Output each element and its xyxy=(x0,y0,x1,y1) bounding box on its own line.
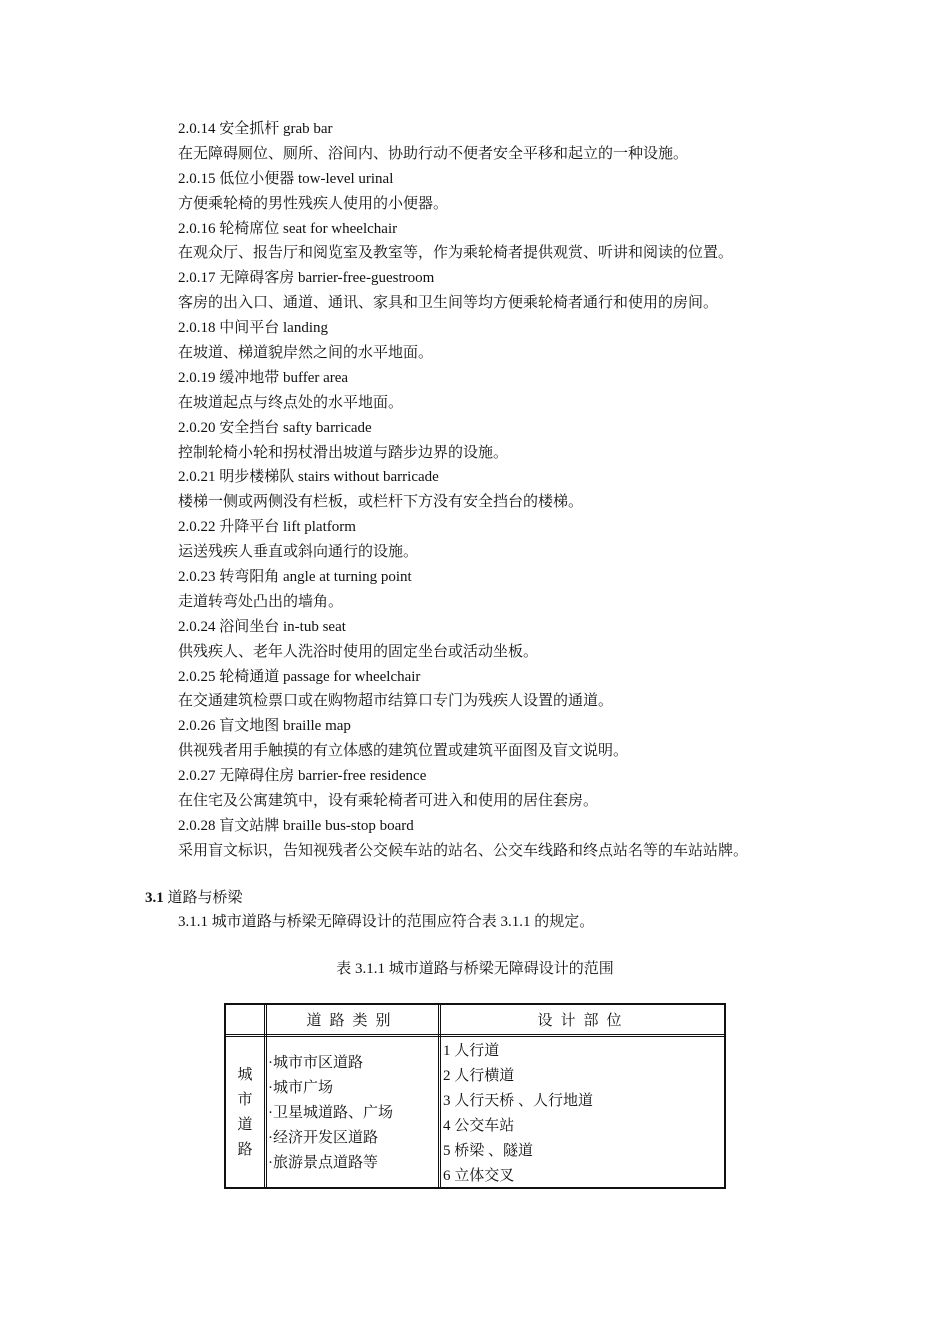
term-line: 2.0.22 升降平台 lift platform xyxy=(178,519,356,536)
term-line: 控制轮椅小轮和拐杖滑出坡道与踏步边界的设施。 xyxy=(178,444,509,461)
design-part-item: 5 桥梁 、隧道 xyxy=(443,1143,534,1159)
row-label-char: 道 xyxy=(237,1117,253,1133)
term-line: 供视残者用手触摸的有立体感的建筑位置或建筑平面图及盲文说明。 xyxy=(178,743,629,760)
term-line: 2.0.24 浴间坐台 in-tub seat xyxy=(178,618,346,635)
term-line: 在坡道起点与终点处的水平地面。 xyxy=(178,394,404,411)
term-line: 客房的出入口、通道、通讯、家具和卫生间等均方便乘轮椅者通行和使用的房间。 xyxy=(178,295,719,312)
term-line: 在坡道、梯道貌岸然之间的水平地面。 xyxy=(178,345,434,362)
term-line: 2.0.20 安全挡台 safty barricade xyxy=(178,419,372,436)
road-type-item: ·城市市区道路 xyxy=(268,1055,363,1071)
term-line: 在无障碍厕位、厕所、浴间内、协助行动不便者安全平移和起立的一种设施。 xyxy=(178,145,689,162)
road-type-item: ·旅游景点道路等 xyxy=(268,1155,378,1171)
term-line: 楼梯一侧或两侧没有栏板，或栏杆下方没有安全挡台的楼梯。 xyxy=(178,494,584,511)
design-part-item: 2 人行横道 xyxy=(443,1068,515,1084)
road-type-item: ·城市广场 xyxy=(268,1080,333,1096)
design-part-item: 6 立体交叉 xyxy=(443,1168,515,1184)
scope-table xyxy=(224,1003,726,1189)
row-label xyxy=(226,1063,264,1163)
term-line: 2.0.15 低位小便器 tow-level urinal xyxy=(178,170,394,187)
term-line: 2.0.23 转弯阳角 angle at turning point xyxy=(178,569,412,586)
term-line: 2.0.18 中间平台 landing xyxy=(178,320,328,337)
row-label-char: 路 xyxy=(237,1142,253,1158)
term-line: 2.0.17 无障碍客房 barrier-free-guestroom xyxy=(178,270,435,287)
design-part-item: 4 公交车站 xyxy=(443,1118,515,1134)
section-title: 道路与桥梁 xyxy=(167,890,243,906)
term-line: 2.0.25 轮椅通道 passage for wheelchair xyxy=(178,668,421,685)
clause-text: 3.1.1 城市道路与桥梁无障碍设计的范围应符合表 3.1.1 的规定。 xyxy=(178,914,595,930)
term-line: 2.0.27 无障碍住房 barrier-free residence xyxy=(178,768,427,785)
header-design-parts: 设计部位 xyxy=(537,1013,630,1029)
table-caption: 表 3.1.1 城市道路与桥梁无障碍设计的范围 xyxy=(336,961,614,977)
road-type-item: ·经济开发区道路 xyxy=(268,1130,378,1146)
term-line: 2.0.16 轮椅席位 seat for wheelchair xyxy=(178,220,398,237)
header-road-type: 道路类别 xyxy=(306,1013,399,1029)
term-line: 2.0.28 盲文站牌 braille bus-stop board xyxy=(178,817,414,834)
term-line: 在观众厅、报告厅和阅览室及教室等，作为乘轮椅者提供观赏、听讲和阅读的位置。 xyxy=(178,245,734,262)
design-parts-list xyxy=(443,1039,593,1189)
road-type-list xyxy=(268,1051,393,1176)
term-line: 运送残疾人垂直或斜向通行的设施。 xyxy=(178,544,419,561)
row-label-char: 市 xyxy=(237,1092,253,1108)
header-divider xyxy=(226,1034,724,1037)
term-line: 采用盲文标识，告知视残者公交候车站的站名、公交车线路和终点站名等的车站站牌。 xyxy=(178,842,749,859)
term-line: 2.0.19 缓冲地带 buffer area xyxy=(178,369,349,386)
design-part-item: 3 人行天桥 、人行地道 xyxy=(443,1093,594,1109)
design-part-item: 1 人行道 xyxy=(443,1043,500,1059)
term-line: 供残疾人、老年人洗浴时使用的固定坐台或活动坐板。 xyxy=(178,643,539,660)
term-line: 2.0.26 盲文地图 braille map xyxy=(178,718,351,735)
section-heading xyxy=(145,887,243,909)
road-type-item: ·卫星城道路、广场 xyxy=(268,1105,393,1121)
term-line: 在交通建筑检票口或在购物超市结算口专门为残疾人设置的通道。 xyxy=(178,693,614,710)
term-line: 在住宅及公寓建筑中，设有乘轮椅者可进入和使用的居住套房。 xyxy=(178,793,599,810)
term-definitions xyxy=(178,117,878,864)
term-line: 2.0.14 安全抓杆 grab bar xyxy=(178,121,333,137)
term-line: 2.0.21 明步楼梯队 stairs without barricade xyxy=(178,469,439,486)
term-line: 方便乘轮椅的男性残疾人使用的小便器。 xyxy=(178,195,449,212)
term-line: 走道转弯处凸出的墙角。 xyxy=(178,593,344,610)
row-label-char: 城 xyxy=(237,1067,253,1083)
section-number: 3.1 xyxy=(145,890,164,906)
